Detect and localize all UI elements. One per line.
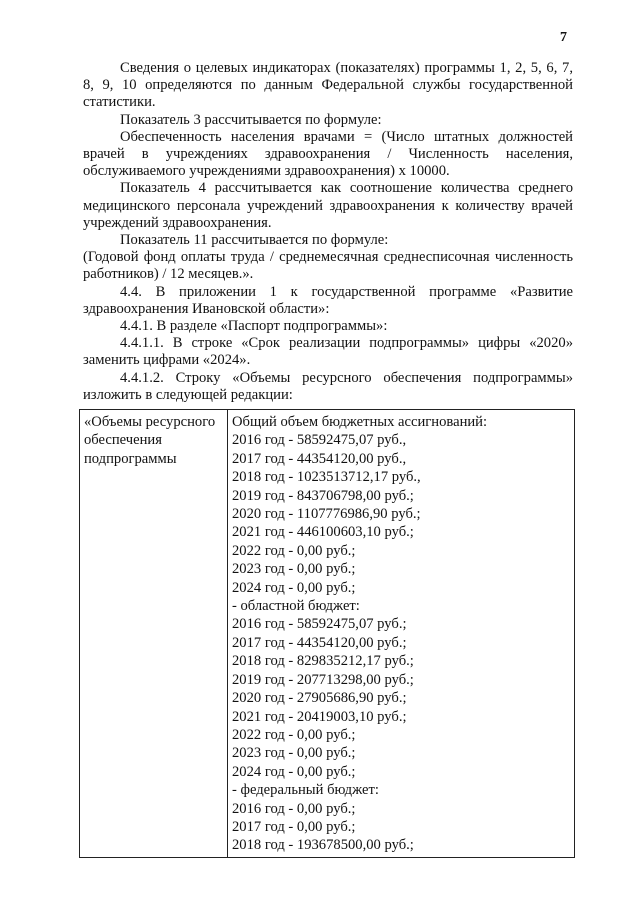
paragraph-indicator-4: Показатель 4 рассчитывается как соотношение количества среднего медицинского персонала учреждений здравоохранения к количеству врачей учреждений здравоохранения. [83,180,573,231]
table-value-cell [228,410,575,858]
value-line: 2020 год - 27905686,90 руб.; [232,690,407,707]
value-line: 2019 год - 207713298,00 руб.; [232,671,414,688]
resources-table [79,409,575,858]
value-line: 2016 год - 58592475,07 руб., [232,432,407,449]
paragraph-indicator-11-intro: Показатель 11 рассчитывается по формуле: [120,232,389,249]
value-line: 2023 год - 0,00 руб.; [232,745,356,762]
paragraph-4-4: 4.4. В приложении 1 к государственной программе «Развитие здравоохранения Ивановской области»: [83,283,573,317]
paragraph-4-4-1-2: 4.4.1.2. Строку «Объемы ресурсного обеспечения подпрограммы» изложить в следующей редакции: [83,369,573,403]
page-number: 7 [560,30,567,45]
value-line: 2017 год - 44354120,00 руб., [232,450,407,467]
value-line: 2017 год - 0,00 руб.; [232,818,356,835]
paragraph-indicator-11-formula: (Годовой фонд оплаты труда / среднемесячная среднесписочная численность работников) / 12 месяцев.». [83,249,573,283]
value-line: 2024 год - 0,00 руб.; [232,579,356,596]
value-line: 2017 год - 44354120,00 руб.; [232,634,407,651]
value-line: 2018 год - 829835212,17 руб.; [232,653,414,670]
value-line: - областной бюджет: [232,598,360,615]
value-line: 2022 год - 0,00 руб.; [232,542,356,559]
table-label-cell [80,410,228,858]
value-line: 2018 год - 1023513712,17 руб., [232,469,421,486]
value-line: Общий объем бюджетных ассигнований: [232,414,488,430]
value-line: 2022 год - 0,00 руб.; [232,726,356,743]
value-line: 2020 год - 1107776986,90 руб.; [232,506,421,523]
value-line: 2016 год - 0,00 руб.; [232,800,356,817]
value-line: 2021 год - 20419003,10 руб.; [232,708,407,725]
paragraph-4-4-1-1: 4.4.1.1. В строке «Срок реализации подпрограммы» цифры «2020» заменить цифрами «2024». [83,335,573,369]
label-line: «Объемы ресурсного [84,414,216,430]
value-line: 2016 год - 58592475,07 руб.; [232,616,407,633]
value-line: 2018 год - 193678500,00 руб.; [232,837,414,854]
value-line: 2019 год - 843706798,00 руб.; [232,487,414,504]
value-line: 2024 год - 0,00 руб.; [232,763,356,780]
paragraph-indicator-3-formula: Обеспеченность населения врачами = (Число штатных должностей врачей в учреждениях здравоохранения / Численность населения, обслуживаемого учреждениями здравоохранения) х 10000. [83,128,573,180]
label-line: подпрограммы [84,450,177,467]
paragraph-4-4-1: 4.4.1. В разделе «Паспорт подпрограммы»: [120,318,388,335]
paragraph-statistics-source: Сведения о целевых индикаторах (показателях) программы 1, 2, 5, 6, 7, 8, 9, 10 определяются по данным Федеральной службы государственной статистики. [83,60,573,111]
label-line: обеспечения [84,432,162,449]
paragraph-indicator-3-intro: Показатель 3 рассчитывается по формуле: [120,111,382,128]
value-line: - федеральный бюджет: [232,782,379,799]
value-line: 2021 год - 446100603,10 руб.; [232,524,414,541]
document-body [83,60,573,404]
value-line: 2023 год - 0,00 руб.; [232,561,356,578]
table-row [80,410,575,858]
